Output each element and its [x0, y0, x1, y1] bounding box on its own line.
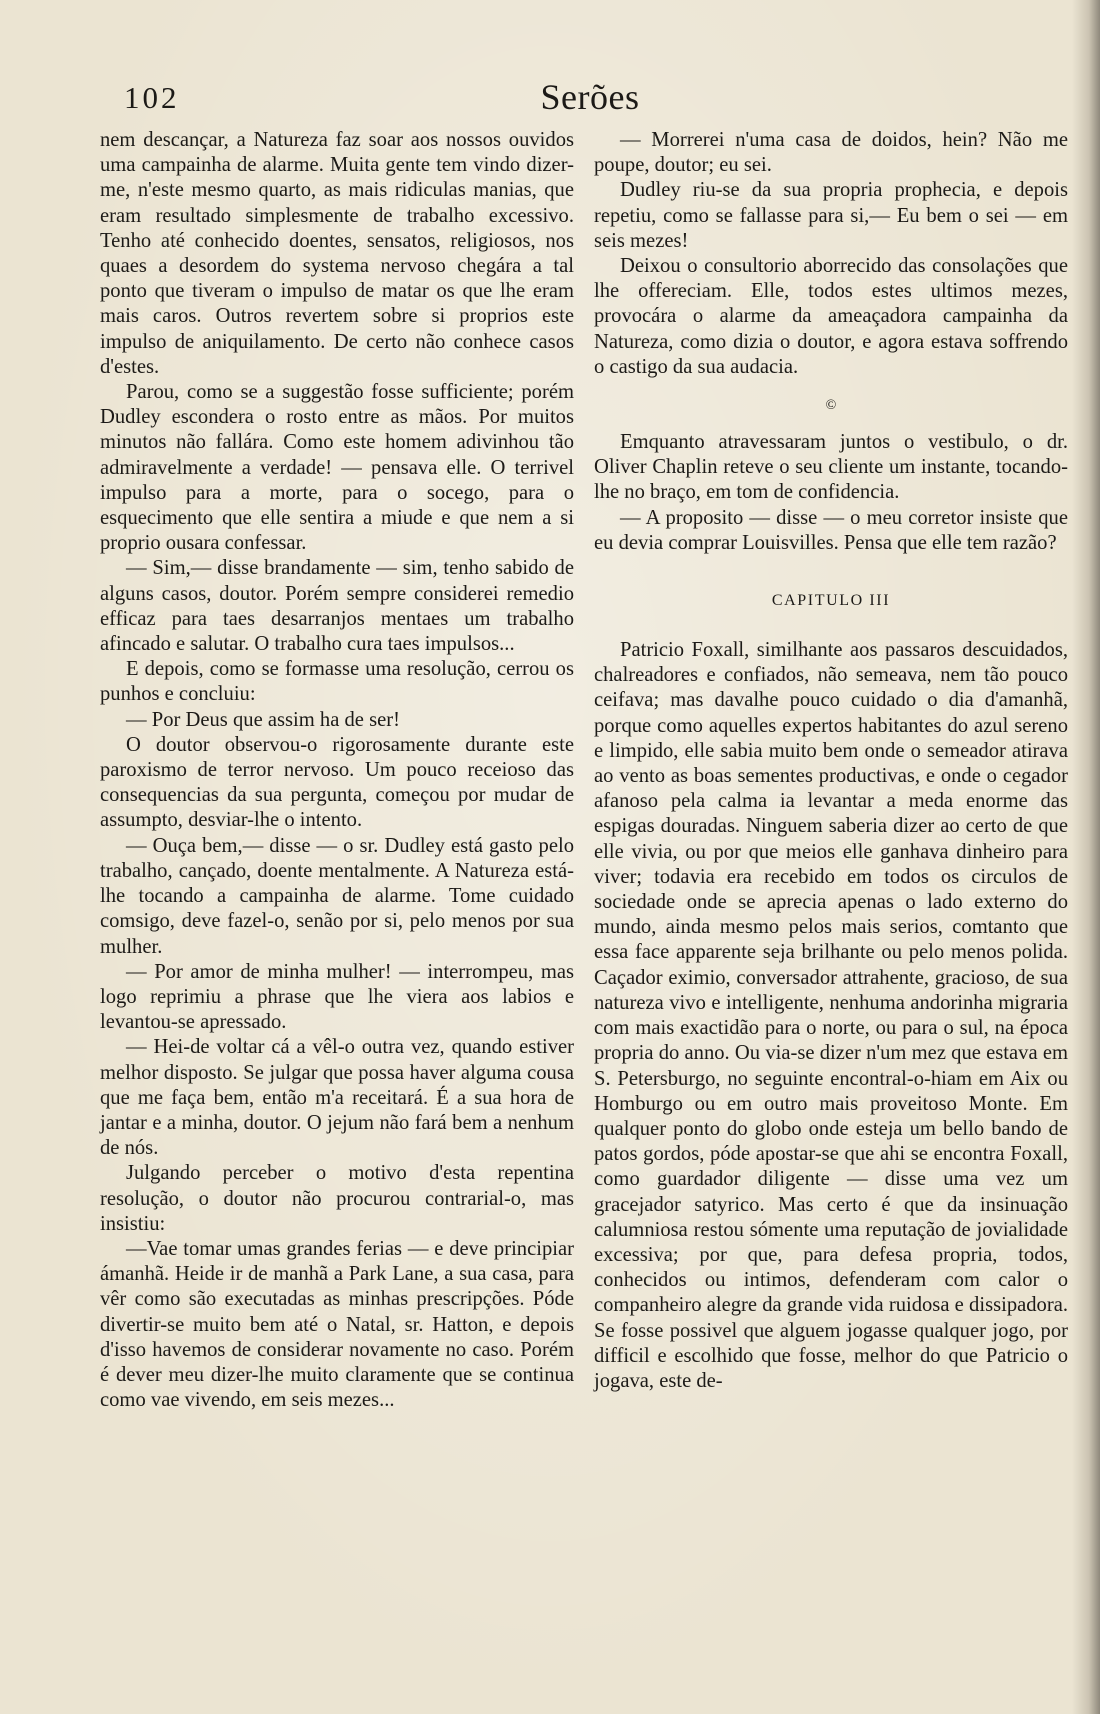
paragraph: O doutor observou-o rigorosamente durante este paroxismo de terror nervoso. Um pouco receioso das consequencias da sua pergunta, começou por mudar de assumpto, desviar-lhe o intento. [100, 733, 574, 832]
running-title: Serões [540, 77, 640, 117]
paragraph: Patricio Foxall, similhante aos passaros descuidados, chalreadores e confiados, não semeava, nem tão pouco ceifava; mas davalhe pouco cuidado o dia d'amanhã, porque como aquelles expertos habitantes do azul sereno e limpido, elle sabia muito bem onde o semeador atirava ao vento as boas sementes productivas, e onde o cegador afanoso pela calma ia levantar a meda enorme das espigas douradas. Ninguem saberia dizer ao certo de que elle vivia, ou por que meios elle ganhava dinheiro para viver; todavia era recebido em todos os circulos de sociedade onde se aprecia apenas o lado externo do mundo, ainda mesmo pelos mais serios, comtanto que essa face apparente seja brilhante ou pelo menos polida. Caçador eximio, conversador attrahente, gracioso, de sua natureza vivo e intelligente, nenhuma andorinha migraria com mais exactidão para o norte, ou para o sul, na época propria do anno. Ou via-se dizer n'um mez que estava em S. Petersburgo, no seguinte encontral-o-hiam em Aix ou Homburgo ou em outro mais proveitoso Monte. Em qualquer ponto do globo onde esteja um bello bando de patos gordos, póde apostar-se que ahi se encontra Foxall, como guardador diligente — disse uma vez um gracejador satyrico. Mas certo é que da insinuação calumniosa restou sómente uma reputação de jovialidade excessiva; por que, para defesa propria, todos, conhecidos ou intimos, defenderam com calor o companheiro alegre da grande vida ruidosa e dissipadora. Se fosse possivel que alguem jogasse qualquer jogo, por difficil e escolhido que fosse, melhor do que Patricio o jogava, este de- [594, 639, 1068, 1392]
left-column [100, 128, 574, 1413]
paragraph: Parou, como se a suggestão fosse sufficiente; porém Dudley escondera o rosto entre as mãos. Por muitos minutos não fallára. Como este homem adivinhou tão admiravelmente a verdade! — pensava elle. O terrivel impulso para a morte, para o socego, para o esquecimento que elle sentira a miude e que nem a si proprio ousara confessar. [100, 381, 574, 555]
paragraph: — Ouça bem,— disse — o sr. Dudley está gasto pelo trabalho, cançado, doente mentalmente. A Natureza está-lhe tocando a campainha de alarme. Tome cuidado comsigo, deve fazel-o, senão por si, pelo menos por sua mulher. [100, 834, 574, 958]
section-ornament: © [825, 398, 837, 414]
paragraph: Julgando perceber o motivo d'esta repentina resolução, o doutor não procurou contrarial-o, mas insistiu: [100, 1162, 574, 1235]
page-number: 102 [124, 80, 180, 115]
paragraph: E depois, como se formasse uma resolução, cerrou os punhos e concluiu: [100, 658, 574, 706]
chapter-heading: CAPITULO III [771, 592, 891, 610]
paragraph: — Hei-de voltar cá a vêl-o outra vez, quando estiver melhor disposto. Se julgar que possa haver alguma cousa que me faça bem, então m'a receitará. É a sua hora de jantar e a minha, doutor. O jejum não fará bem a nenhum de nós. [100, 1036, 574, 1160]
page-edge-shadow [1072, 0, 1100, 1714]
paragraph: — A proposito — disse — o meu corretor insiste que eu devia comprar Louisvilles. Pensa que elle tem razão? [594, 506, 1068, 554]
paragraph: — Por amor de minha mulher! — interrompeu, mas logo reprimiu a phrase que lhe viera aos labios e levantou-se apressado. [100, 960, 574, 1034]
paragraph: — Sim,— disse brandamente — sim, tenho sabido de alguns casos, doutor. Porém sempre considerei remedio efficaz para taes desarranjos mentaes um trabalho afincado e salutar. O trabalho cura taes impulsos... [100, 557, 574, 656]
paragraph: — Morrerei n'uma casa de doidos, hein? Não me poupe, doutor; eu sei. [594, 129, 1068, 177]
paragraph: Deixou o consultorio aborrecido das consolações que lhe offereciam. Elle, todos estes ultimos mezes, provocára o alarme da ameaçadora campainha da Natureza, como dizia o doutor, e agora estava soffrendo o castigo da sua audacia. [594, 255, 1068, 378]
paragraph: —Vae tomar umas grandes ferias — e deve principiar ámanhã. Heide ir de manhã a Park Lane, a sua casa, para vêr como são executadas as minhas prescripções. Póde divertir-se muito bem até o Natal, sr. Hatton, e depois d'isso havemos de considerar novamente no caso. Porém é dever meu dizer-lhe muito claramente que se continua como vae vivendo, em seis mezes... [100, 1237, 574, 1412]
paragraph: Emquanto atravessaram juntos o vestibulo, o dr. Oliver Chaplin reteve o seu cliente um instante, tocando-lhe no braço, em tom de confidencia. [594, 431, 1068, 504]
paragraph: — Por Deus que assim ha de ser! [126, 708, 400, 731]
right-column [594, 128, 1068, 1394]
paragraph: Dudley riu-se da sua propria prophecia, e depois repetiu, como se fallasse para si,— Eu bem o sei — em seis mezes! [594, 179, 1068, 252]
paragraph: nem descançar, a Natureza faz soar aos nossos ouvidos uma campainha de alarme. Muita gente tem vindo dizer-me, n'este mesmo quarto, as mais ridiculas manias, que eram resultado simplesmente de trabalho excessivo. Tenho até conhecido doentes, sensatos, religiosos, nos quaes a desordem do systema nervoso chegára a tal ponto que tiveram o impulso de matar os que lhe eram mais caros. Outros revertem sobre si proprios este impulso de aniquilamento. De certo não conhece casos d'estes. [100, 129, 574, 378]
